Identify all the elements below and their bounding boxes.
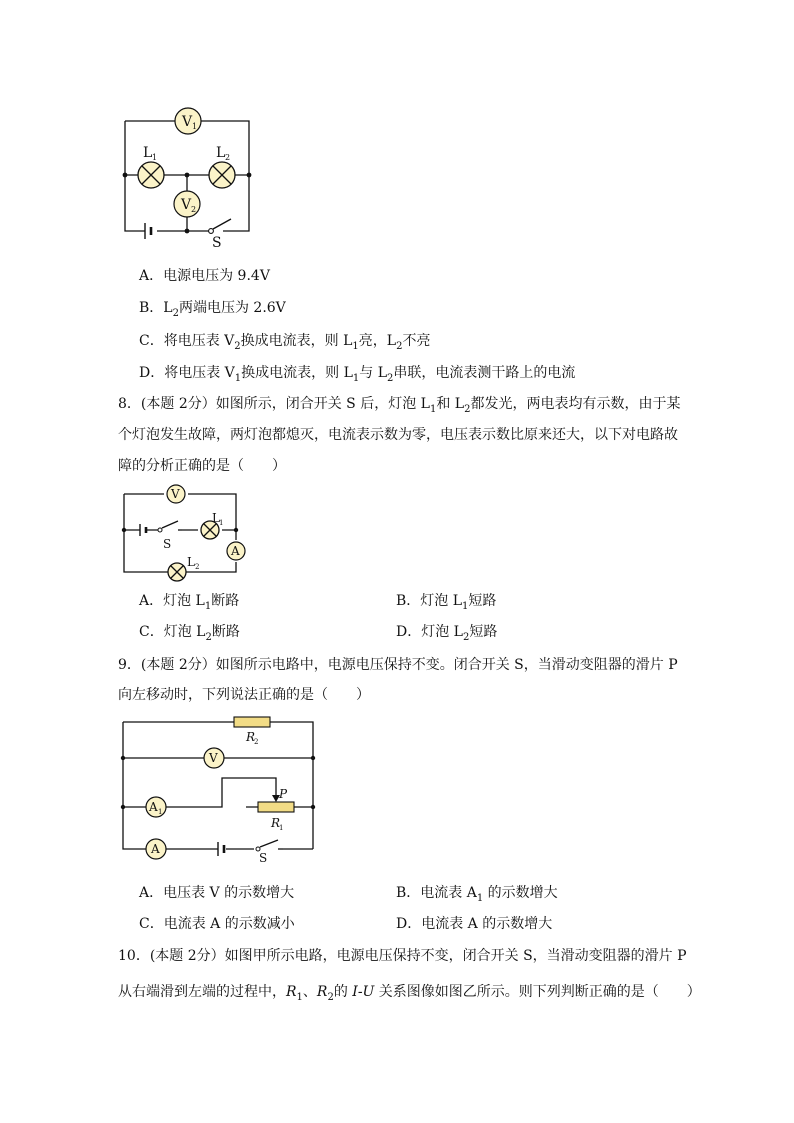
svg-text:R: R xyxy=(271,816,281,830)
q8-stem-line3: 障的分析正确的是（ ） xyxy=(118,458,286,474)
q7-option-b: B．$L_2$两端电压为 2.6V xyxy=(139,300,286,319)
q7-option-c: C．将电压表 $V_2$换成电流表，则 $L_1$亮，$L_2$不亮 xyxy=(139,333,431,352)
battery xyxy=(145,223,151,239)
junction-dot xyxy=(121,756,125,760)
svg-text:1: 1 xyxy=(279,824,284,832)
q7-circuit-diagram xyxy=(115,105,285,251)
svg-text:V: V xyxy=(182,114,193,130)
q8-stem-line1: 8．(本题 2分）如图所示，闭合开关 S 后，灯泡 $L_1$和 $L_2$都发光，两电表均有示数，由于某 xyxy=(118,396,681,415)
junction-dot xyxy=(311,756,315,760)
q8-option-d: D．灯泡 $L_2$短路 xyxy=(396,624,498,643)
lamp-l2 xyxy=(209,145,235,188)
lamp-l1 xyxy=(138,145,164,188)
slider-p-label: P xyxy=(279,787,288,801)
q9-option-c: C．电流表 A 的示数减小 xyxy=(139,916,295,932)
svg-text:S: S xyxy=(212,235,222,251)
q9-stem-line2: 向左移动时，下列说法正确的是（ ） xyxy=(118,687,370,703)
lamp-l2 xyxy=(168,555,199,581)
junction-dot xyxy=(311,805,315,809)
svg-text:L: L xyxy=(212,511,220,525)
junction-dot xyxy=(185,229,190,234)
voltmeter-v xyxy=(204,748,224,768)
q7-option-a: A．电源电压为 9.4V xyxy=(139,268,270,284)
lamp-l1 xyxy=(201,511,223,539)
svg-text:V: V xyxy=(171,487,180,501)
ammeter-a xyxy=(146,839,166,859)
resistor-r2 xyxy=(234,717,270,746)
q10-stem-line1: 10．(本题 2分）如图甲所示电路，电源电压保持不变，闭合开关 S，当滑动变阻器的滑片 P xyxy=(118,948,687,964)
q9-option-b: B．电流表 $A_1$ 的示数增大 xyxy=(396,885,558,904)
svg-text:L: L xyxy=(187,555,195,569)
svg-text:V: V xyxy=(209,751,218,765)
q8-circuit-diagram xyxy=(118,482,258,582)
voltmeter-v xyxy=(167,485,185,503)
junction-dot xyxy=(122,528,126,532)
svg-text:1: 1 xyxy=(219,519,224,527)
svg-text:L: L xyxy=(143,145,153,161)
q8-option-c: C．灯泡 $L_2$断路 xyxy=(139,624,240,643)
ammeter-a1 xyxy=(146,797,166,817)
switch-s xyxy=(209,219,231,251)
q9-stem-line1: 9．(本题 2分）如图所示电路中，电源电压保持不变。闭合开关 S，当滑动变阻器的滑片 P xyxy=(118,657,678,673)
svg-text:R: R xyxy=(246,730,256,744)
svg-text:2: 2 xyxy=(191,205,197,214)
voltmeter-v1 xyxy=(175,108,201,134)
svg-text:A: A xyxy=(231,544,240,558)
q10-stem-line2: 从右端滑到左端的过程中，$R_1$、$R_2$的 I-U 关系图像如图乙所示。则下列判断正确的是（ ） xyxy=(118,984,701,1003)
svg-text:2: 2 xyxy=(225,153,231,162)
junction-dot xyxy=(123,173,128,178)
svg-text:1: 1 xyxy=(152,153,158,162)
svg-text:S: S xyxy=(259,851,268,865)
svg-text:S: S xyxy=(163,537,172,551)
junction-dot xyxy=(234,528,238,532)
q7-option-d: D．将电压表 $V_1$换成电流表，则 $L_1$与 $L_2$串联，电流表测干路上的电流 xyxy=(139,365,576,384)
svg-text:2: 2 xyxy=(195,563,200,571)
q8-option-a: A．灯泡 $L_1$断路 xyxy=(139,593,240,612)
svg-text:L: L xyxy=(216,145,226,161)
svg-text:1: 1 xyxy=(192,122,198,131)
junction-dot xyxy=(247,173,252,178)
battery xyxy=(140,524,146,536)
battery xyxy=(218,842,224,856)
q9-option-a: A．电压表 V 的示数增大 xyxy=(139,885,295,901)
switch-s xyxy=(256,840,283,865)
voltmeter-v2 xyxy=(174,191,200,217)
q8-option-b: B．灯泡 $L_1$短路 xyxy=(396,593,497,612)
junction-dot xyxy=(121,805,125,809)
svg-text:V: V xyxy=(181,197,192,213)
ammeter-a xyxy=(227,542,245,560)
svg-text:A: A xyxy=(149,800,158,814)
q8-stem-line2: 个灯泡发生故障，两灯泡都熄灭，电流表示数为零，电压表示数比原来还大，以下对电路故 xyxy=(118,427,678,443)
svg-text:1: 1 xyxy=(158,808,163,816)
q9-circuit-diagram xyxy=(118,712,328,865)
junction-dot xyxy=(185,173,190,178)
svg-text:A: A xyxy=(151,842,160,856)
switch-s xyxy=(158,521,182,551)
q9-option-d: D．电流表 A 的示数增大 xyxy=(396,916,553,932)
svg-text:2: 2 xyxy=(254,738,259,746)
